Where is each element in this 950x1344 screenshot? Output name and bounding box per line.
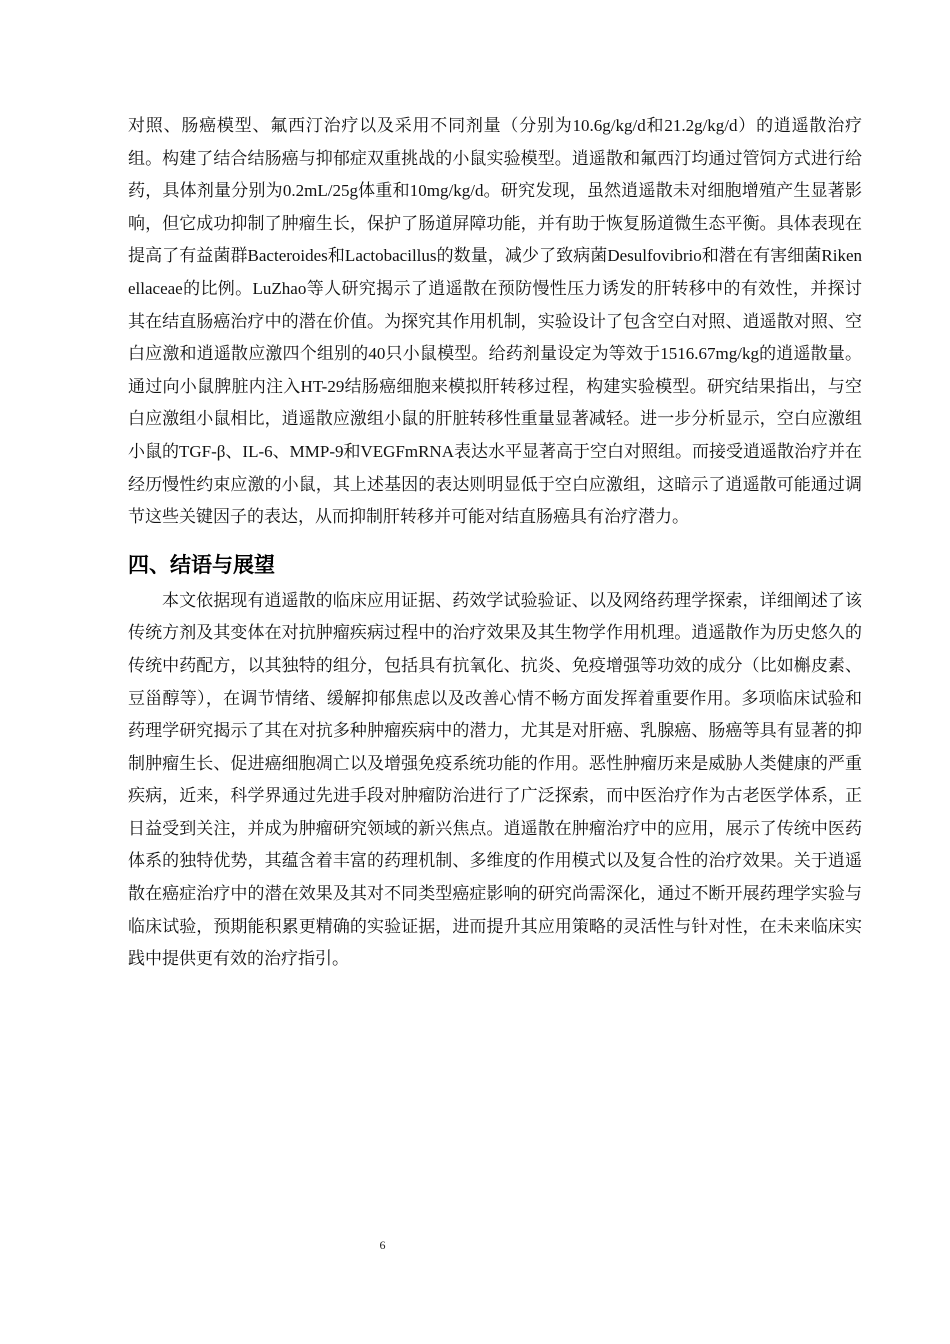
body-paragraph-continued: 对照、肠癌模型、氟西汀治疗以及采用不同剂量（分别为10.6g/kg/d和21.2g/kg/d）的逍遥散治疗组。构建了结合结肠癌与抑郁症双重挑战的小鼠实验模型。逍遥散和氟西汀均通过管饲方式进行给药，具体剂量分别为0.2mL/25g体重和10mg/kg/d。研究发现，虽然逍遥散未对细胞增殖产生显著影响，但它成功抑制了肿瘤生长，保护了肠道屏障功能，并有助于恢复肠道微生态平衡。具体表现在提高了有益菌群Bacteroides和Lactobacillus的数量，减少了致病菌Desulfovibrio和潜在有害细菌Rikenellaceae的比例。LuZhao等人研究揭示了逍遥散在预防慢性压力诱发的肝转移中的有效性，并探讨其在结直肠癌治疗中的潜在价值。为探究其作用机制，实验设计了包含空白对照、逍遥散对照、空白应激和逍遥散应激四个组别的40只小鼠模型。给药剂量设定为等效于1516.67mg/kg的逍遥散量。通过向小鼠脾脏内注入HT-29结肠癌细胞来模拟肝转移过程，构建实验模型。研究结果指出，与空白应激组小鼠相比，逍遥散应激组小鼠的肝脏转移性重量显著减轻。进一步分析显示，空白应激组小鼠的TGF-β、IL-6、MMP-9和VEGFmRNA表达水平显著高于空白对照组。而接受逍遥散治疗并在经历慢性约束应激的小鼠，其上述基因的表达则明显低于空白应激组，这暗示了逍遥散可能通过调节这些关键因子的表达，从而抑制肝转移并可能对结直肠癌具有治疗潜力。 (128, 116, 862, 527)
section-heading: 四、结语与展望 (128, 552, 275, 577)
page-number: 6 (379, 1238, 386, 1252)
body-paragraph-conclusion: 本文依据现有逍遥散的临床应用证据、药效学试验验证、以及网络药理学探索，详细阐述了该传统方剂及其变体在对抗肿瘤疾病过程中的治疗效果及其生物学作用机理。逍遥散作为历史悠久的传统中药配方，以其独特的组分，包括具有抗氧化、抗炎、免疫增强等功效的成分（比如槲皮素、豆甾醇等），在调节情绪、缓解抑郁焦虑以及改善心情不畅方面发挥着重要作用。多项临床试验和药理学研究揭示了其在对抗多种肿瘤疾病中的潜力，尤其是对肝癌、乳腺癌、肠癌等具有显著的抑制肿瘤生长、促进癌细胞凋亡以及增强免疫系统功能的作用。恶性肿瘤历来是威胁人类健康的严重疾病，近来，科学界通过先进手段对肿瘤防治进行了广泛探索，而中医治疗作为古老医学体系，正日益受到关注，并成为肿瘤研究领域的新兴焦点。逍遥散在肿瘤治疗中的应用，展示了传统中医药体系的独特优势，其蕴含着丰富的药理机制、多维度的作用模式以及复合性的治疗效果。关于逍遥散在癌症治疗中的潜在效果及其对不同类型癌症影响的研究尚需深化，通过不断开展药理学实验与临床试验，预期能积累更精确的实验证据，进而提升其应用策略的灵活性与针对性，在未来临床实践中提供更有效的治疗指引。 (128, 590, 862, 969)
page-content (128, 110, 862, 976)
